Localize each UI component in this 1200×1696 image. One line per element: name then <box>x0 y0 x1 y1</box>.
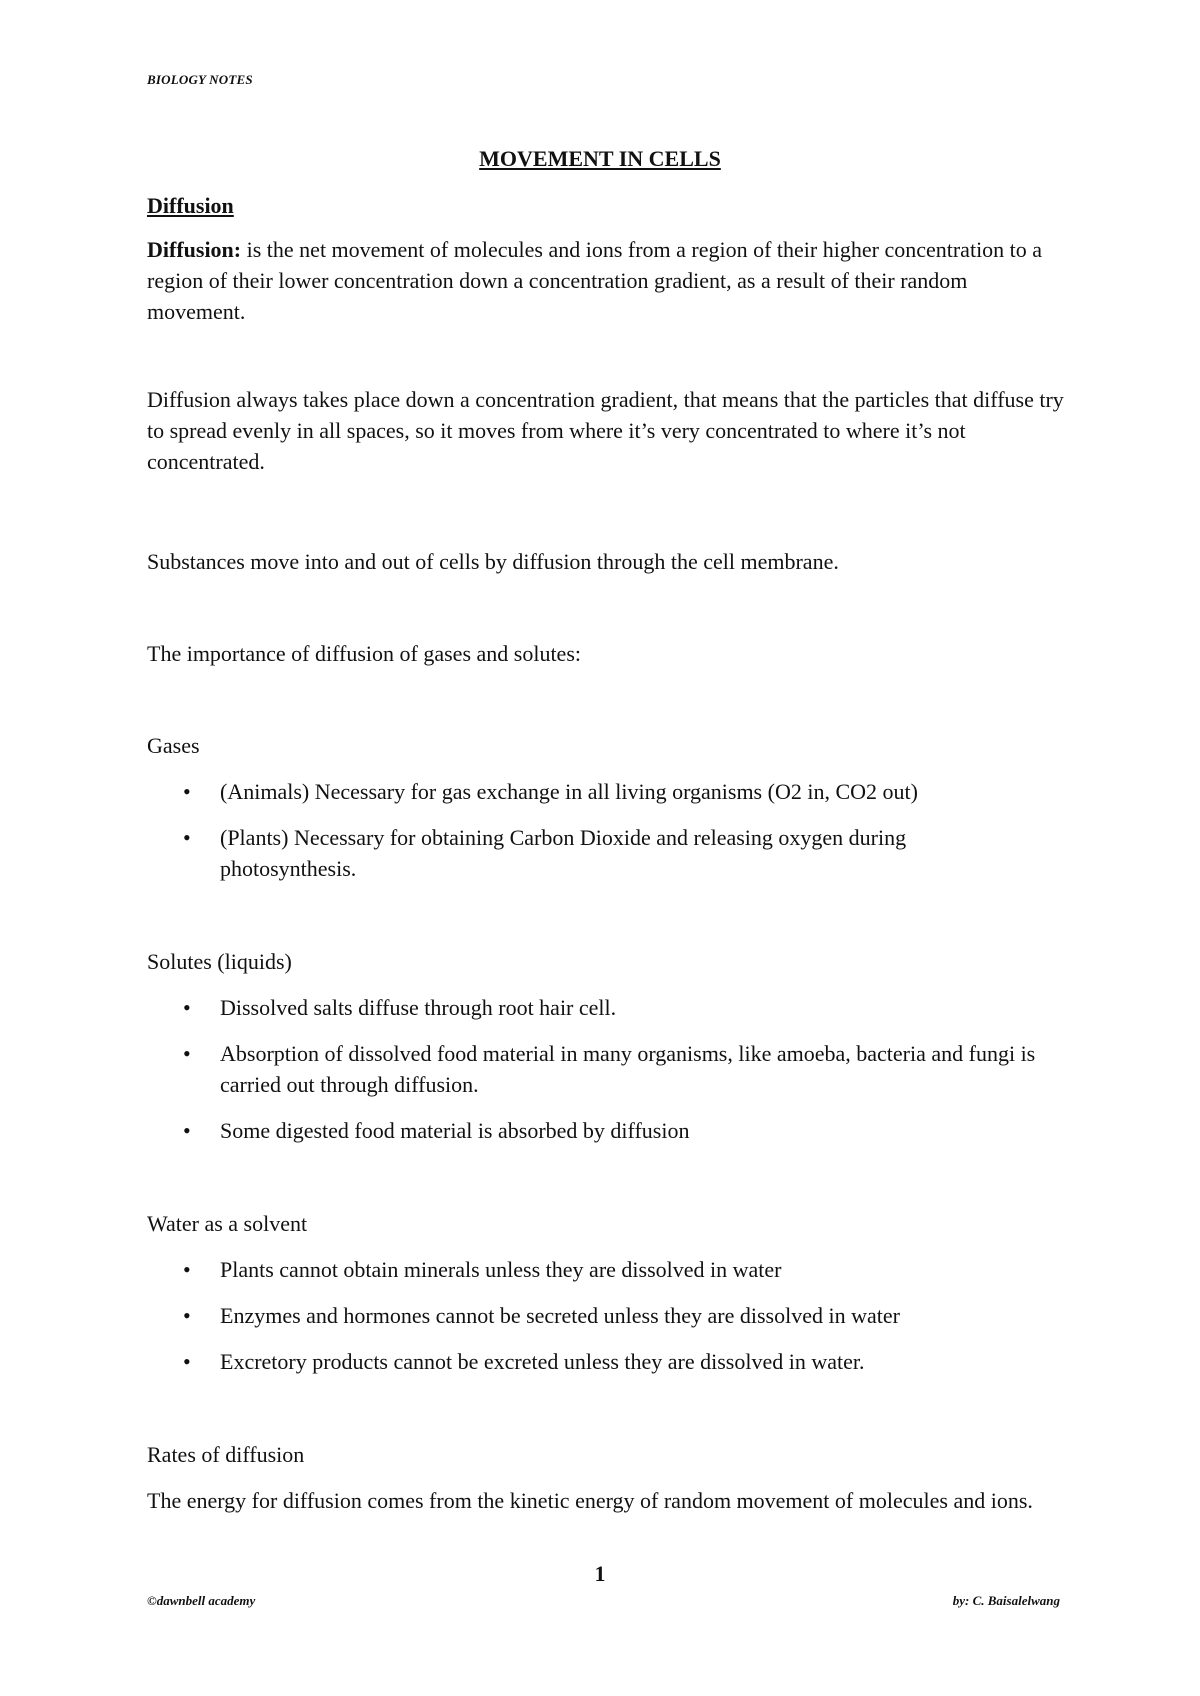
list-item: • Some digested food material is absorbed by diffusion <box>147 1115 1047 1146</box>
list-item: • (Plants) Necessary for obtaining Carbon Dioxide and releasing oxygen during photosynthesis. <box>147 822 1047 884</box>
bullet-icon: • <box>183 1349 191 1374</box>
list-item: • Enzymes and hormones cannot be secreted unless they are dissolved in water <box>147 1300 1047 1331</box>
water-list <box>147 1254 1047 1392</box>
list-item: • Plants cannot obtain minerals unless they are dissolved in water <box>147 1254 1047 1285</box>
rates-heading: Rates of diffusion <box>147 1442 305 1467</box>
bullet-icon: • <box>183 1257 191 1282</box>
gases-list <box>147 776 1047 899</box>
solutes-list <box>147 992 1047 1161</box>
bullet-icon: • <box>183 1303 191 1328</box>
importance-paragraph: The importance of diffusion of gases and solutes: <box>147 641 581 666</box>
bullet-icon: • <box>183 779 191 804</box>
section-heading-diffusion: Diffusion <box>147 193 234 218</box>
running-header: BIOLOGY NOTES <box>147 72 253 87</box>
definition-term: Diffusion: <box>147 237 242 262</box>
membrane-paragraph: Substances move into and out of cells by diffusion through the cell membrane. <box>147 549 839 574</box>
list-item: • Dissolved salts diffuse through root hair cell. <box>147 992 1047 1023</box>
gradient-paragraph: Diffusion always takes place down a concentration gradient, that means that the particles that diffuse try to spread evenly in all spaces, so it moves from where it’s very concentrated to where it’s not concentrated. <box>147 387 1064 474</box>
bullet-icon: • <box>183 825 191 850</box>
bullet-icon: • <box>183 1041 191 1066</box>
list-item: • Absorption of dissolved food material in many organisms, like amoeba, bacteria and fungi is carried out through diffusion. <box>147 1038 1047 1100</box>
list-item: • (Animals) Necessary for gas exchange in all living organisms (O2 in, CO2 out) <box>147 776 1047 807</box>
rates-paragraph: The energy for diffusion comes from the kinetic energy of random movement of molecules and ions. <box>147 1488 1033 1513</box>
water-heading: Water as a solvent <box>147 1211 308 1236</box>
page-title: MOVEMENT IN CELLS <box>479 146 721 171</box>
page-number: 1 <box>594 1561 606 1586</box>
solutes-heading: Solutes (liquids) <box>147 949 292 974</box>
gases-heading: Gases <box>147 733 200 758</box>
definition-paragraph <box>147 234 1067 327</box>
definition-text: is the net movement of molecules and ions from a region of their higher concentration to a region of their lower concentration down a concentration gradient, as a result of their random movement. <box>147 237 1043 324</box>
bullet-icon: • <box>183 1118 191 1143</box>
bullet-icon: • <box>183 995 191 1020</box>
footer-copyright: ©dawnbell academy <box>147 1593 256 1608</box>
footer-author: by: C. Baisalelwang <box>952 1593 1060 1608</box>
list-item: • Excretory products cannot be excreted unless they are dissolved in water. <box>147 1346 1047 1377</box>
